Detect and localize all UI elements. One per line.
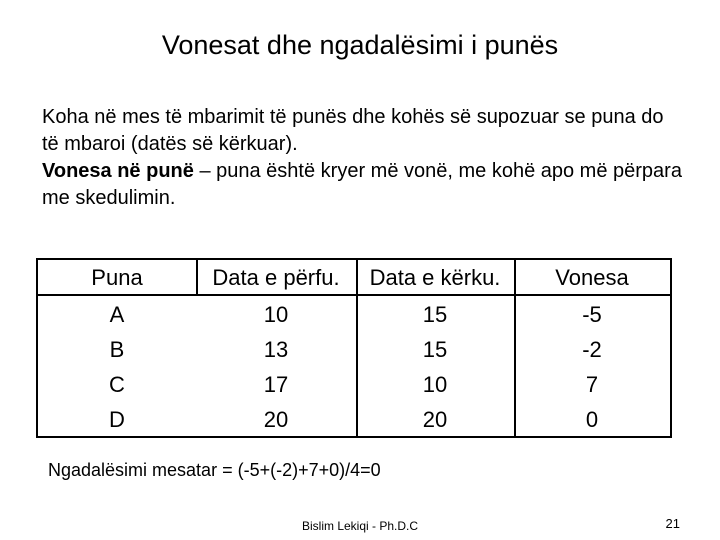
cell-delay: 7 bbox=[585, 372, 599, 397]
delay-definition-paragraph bbox=[42, 158, 682, 212]
cell-job: B bbox=[109, 337, 125, 362]
table-row bbox=[38, 296, 670, 331]
delay-table bbox=[36, 258, 672, 438]
author-credit: Bislim Lekiqi - Ph.D.C bbox=[301, 519, 419, 533]
cell-due-date: 10 bbox=[422, 372, 448, 397]
cell-completion-date: 13 bbox=[263, 337, 289, 362]
table-row bbox=[38, 366, 670, 401]
table-row bbox=[38, 401, 670, 436]
cell-due-date: 15 bbox=[422, 302, 448, 327]
average-delay-formula: Ngadalësimi mesatar = (-5+(-2)+7+0)/4=0 bbox=[48, 460, 381, 480]
header-job: Puna bbox=[91, 265, 143, 290]
page-number: 21 bbox=[665, 516, 680, 531]
cell-job: D bbox=[109, 407, 125, 432]
cell-job: A bbox=[109, 302, 125, 327]
header-completion-date: Data e përfu. bbox=[212, 265, 340, 290]
cell-delay: 0 bbox=[585, 407, 599, 432]
cell-delay: -2 bbox=[582, 337, 602, 362]
cell-due-date: 15 bbox=[422, 337, 448, 362]
delay-term: Vonesa në punë bbox=[42, 160, 194, 182]
definition-paragraph: Koha në mes të mbarimit të punës dhe kohës së supozuar se puna do të mbaroi (datës së kërkuar). bbox=[42, 106, 664, 155]
slide-body bbox=[42, 104, 682, 212]
cell-delay: -5 bbox=[582, 302, 602, 327]
cell-due-date: 20 bbox=[422, 407, 448, 432]
cell-completion-date: 17 bbox=[263, 372, 289, 397]
table-body bbox=[38, 296, 670, 436]
cell-job: C bbox=[109, 372, 125, 397]
header-delay: Vonesa bbox=[555, 265, 629, 290]
delay-definition: – puna është kryer më vonë, me kohë apo më përpara me skedulimin. bbox=[42, 160, 682, 209]
table-header-row bbox=[38, 260, 670, 296]
cell-completion-date: 20 bbox=[263, 407, 289, 432]
table-row bbox=[38, 331, 670, 366]
header-due-date: Data e kërku. bbox=[369, 265, 501, 290]
cell-completion-date: 10 bbox=[263, 302, 289, 327]
slide-title: Vonesat dhe ngadalësimi i punës bbox=[161, 30, 559, 60]
table-divider-1 bbox=[196, 260, 198, 294]
